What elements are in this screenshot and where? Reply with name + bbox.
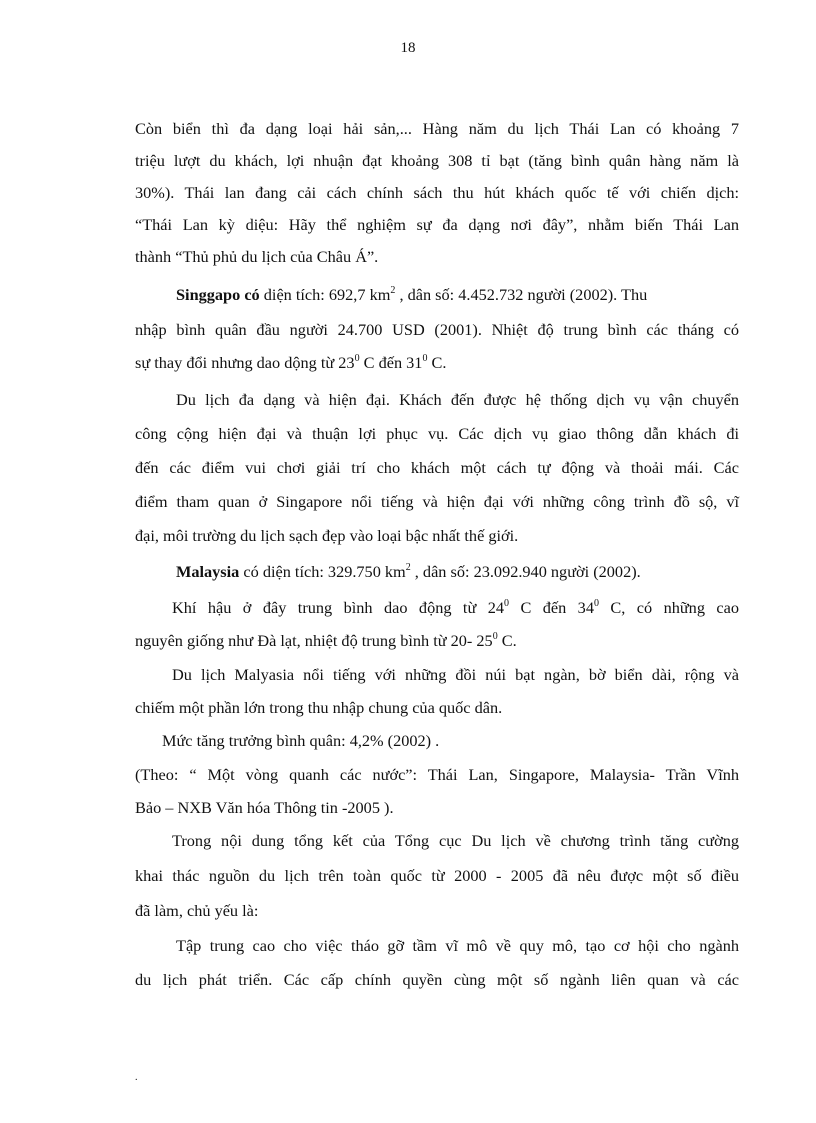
text-line: Tập trung cao cho việc tháo gỡ tầm vĩ mô về quy mô, tạo cơ hội cho ngành <box>176 936 739 955</box>
text-line: 30%). Thái lan đang cải cách chính sách thu hút khách quốc tế với chiến dịch: <box>135 183 739 202</box>
text-line: du lịch phát triển. Các cấp chính quyền cùng một số ngành liên quan và các <box>135 970 739 989</box>
text-line: Trong nội dung tổng kết của Tổng cục Du lịch về chương trình tăng cường <box>172 831 739 850</box>
footer-mark: . <box>135 1072 138 1083</box>
text-line: điểm tham quan ở Singapore nổi tiếng và hiện đại với những công trình đồ sộ, vĩ <box>135 492 739 511</box>
text-line: đến các điểm vui chơi giải trí cho khách một cách tự động và thoải mái. Các <box>135 458 739 477</box>
text-line: đại, môi trường du lịch sạch đẹp vào loại bậc nhất thế giới. <box>135 526 519 545</box>
text-line: Du lịch đa dạng và hiện đại. Khách đến được hệ thống dịch vụ vận chuyển <box>176 390 739 409</box>
text-line: “Thái Lan kỳ diệu: Hãy thể nghiệm sự đa dạng nơi đây”, nhằm biến Thái Lan <box>135 215 739 234</box>
text-line: Du lịch Malyasia nổi tiếng với những đồi núi bạt ngàn, bờ biển dài, rộng và <box>172 665 739 684</box>
text-line: đã làm, chủ yếu là: <box>135 901 259 920</box>
text-line: Còn biển thì đa dạng loại hải sản,... Hàng năm du lịch Thái Lan có khoảng 7 <box>135 119 739 138</box>
malaysia-area-line: Malaysia có diện tích: 329.750 $km^2$ , dân số: 23.092.940 người (2002). <box>176 562 641 581</box>
text-line: thành “Thủ phủ du lịch của Châu Á”. <box>135 247 379 266</box>
singapore-area-line: Singgapo có diện tích: 692,7 $km^2$ , dân số: 4.452.732 người (2002). Thu <box>176 285 648 304</box>
text-line: chiếm một phần lớn trong thu nhập chung của quốc dân. <box>135 698 503 717</box>
text-line: triệu lượt du khách, lợi nhuận đạt khoảng 308 tỉ bạt (tăng bình quân hàng năm là <box>135 151 739 170</box>
malaysia-climate-line: Khí hậu ở đây trung bình dao động từ $24^0$ C đến $34^0$ C, có những cao <box>172 598 739 617</box>
text-line: khai thác nguồn du lịch trên toàn quốc từ 2000 - 2005 đã nêu được một số điều <box>135 866 739 885</box>
malaysia-heading: Malaysia <box>176 562 240 581</box>
text-line: nhập bình quân đầu người 24.700 USD (2001). Nhiệt độ trung bình các tháng có <box>135 320 739 339</box>
citation-line: Bảo – NXB Văn hóa Thông tin -2005 ). <box>135 798 394 817</box>
malaysia-climate-line-2: nguyên giống như Đà lạt, nhiệt độ trung bình từ 20- $25^0$ C. <box>135 631 517 650</box>
text-line: công cộng hiện đại và thuận lợi phục vụ. Các dịch vụ giao thông dẫn khách đi <box>135 424 739 443</box>
citation-line: (Theo: “ Một vòng quanh các nước”: Thái Lan, Singapore, Malaysia- Trần Vĩnh <box>135 765 739 784</box>
singapore-temp-line: sự thay đổi nhưng dao dộng từ $23^0$ C đến $31^0$ C. <box>135 353 447 372</box>
page-number: 18 <box>400 40 416 56</box>
singapore-heading: Singgapo có <box>176 285 260 304</box>
growth-line: Mức tăng trưởng bình quân: 4,2% (2002) . <box>162 731 440 750</box>
